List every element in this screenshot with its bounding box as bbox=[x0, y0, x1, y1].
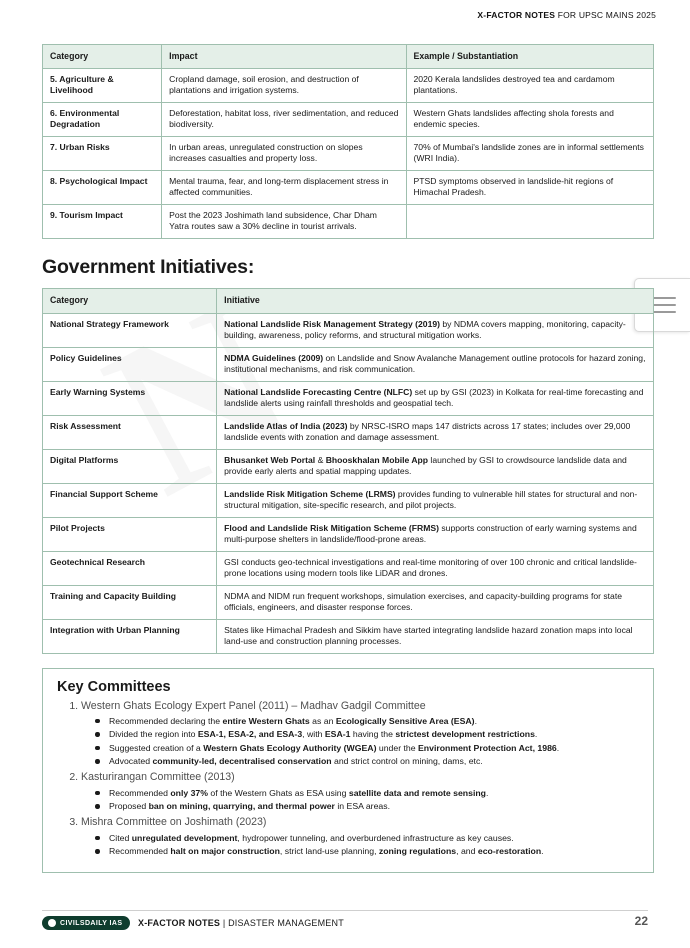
cell-category: 9. Tourism Impact bbox=[43, 205, 162, 239]
impacts-table bbox=[42, 44, 654, 239]
cell-impact: In urban areas, unregulated construction on slopes increases casualties and property loss. bbox=[162, 137, 406, 171]
cell-impact: Post the 2023 Joshimath land subsidence, Char Dham Yatra routes saw a 30% decline in tourist arrivals. bbox=[162, 205, 406, 239]
table-row bbox=[43, 449, 654, 483]
col-example: Example / Substantiation bbox=[406, 45, 653, 69]
footer-title-rest: | DISASTER MANAGEMENT bbox=[222, 918, 344, 928]
cell-initiative: National Landslide Forecasting Centre (NLFC) set up by GSI (2023) in Kolkata for real-time forecasting and landslide alerts using rainfall thresholds and geospatial tech. bbox=[217, 381, 654, 415]
footer-title-bold: X-FACTOR NOTES bbox=[138, 918, 221, 928]
table-row bbox=[43, 551, 654, 585]
committee-points bbox=[81, 715, 641, 768]
list-item: Proposed ban on mining, quarrying, and thermal power in ESA areas. bbox=[95, 800, 641, 812]
cell-category: Financial Support Scheme bbox=[43, 483, 217, 517]
committee-item bbox=[81, 699, 641, 768]
cell-initiative: Landslide Atlas of India (2023) by NRSC-ISRO maps 147 districts across 17 states; includes over 29,000 landslide events with zonation and damage assessment. bbox=[217, 415, 654, 449]
cell-impact: Cropland damage, soil erosion, and destruction of plantations and irrigation systems. bbox=[162, 69, 406, 103]
page-footer bbox=[0, 910, 690, 934]
cell-category: 7. Urban Risks bbox=[43, 137, 162, 171]
committee-item bbox=[81, 815, 641, 857]
brand-logo bbox=[42, 916, 130, 930]
cell-example: PTSD symptoms observed in landslide-hit regions of Himachal Pradesh. bbox=[406, 171, 653, 205]
cell-category: Policy Guidelines bbox=[43, 347, 217, 381]
col-category: Category bbox=[43, 289, 217, 313]
committee-title: 2. Kasturirangan Committee (2013) bbox=[81, 771, 235, 784]
col-initiative: Initiative bbox=[217, 289, 654, 313]
cell-category: National Strategy Framework bbox=[43, 313, 217, 347]
table-row bbox=[43, 415, 654, 449]
cell-example: Western Ghats landslides affecting shola forests and endemic species. bbox=[406, 103, 653, 137]
footer-title bbox=[138, 918, 344, 928]
key-committees-box bbox=[42, 668, 654, 874]
cell-initiative: GSI conducts geo-technical investigations and real-time monitoring of over 100 chronic and critical landslide-prone locations using modern tools like LiDAR and drones. bbox=[217, 551, 654, 585]
cell-initiative: States like Himachal Pradesh and Sikkim have started integrating landslide hazard zonation maps into local land-use and construction planning processes. bbox=[217, 619, 654, 653]
table-row bbox=[43, 517, 654, 551]
table-row bbox=[43, 137, 654, 171]
col-category: Category bbox=[43, 45, 162, 69]
table-row bbox=[43, 171, 654, 205]
table-row bbox=[43, 103, 654, 137]
committee-points bbox=[81, 832, 641, 858]
page-header bbox=[477, 10, 656, 20]
list-item: Divided the region into ESA-1, ESA-2, and ESA-3, with ESA-1 having the strictest development restrictions. bbox=[95, 728, 641, 740]
committee-points bbox=[81, 787, 641, 813]
table-row bbox=[43, 381, 654, 415]
cell-category: 8. Psychological Impact bbox=[43, 171, 162, 205]
table-row bbox=[43, 347, 654, 381]
cell-category: Digital Platforms bbox=[43, 449, 217, 483]
committee-title: 1. Western Ghats Ecology Expert Panel (2011) – Madhav Gadgil Committee bbox=[81, 699, 426, 712]
cell-impact: Deforestation, habitat loss, river sedimentation, and reduced biodiversity. bbox=[162, 103, 406, 137]
document-content bbox=[42, 44, 654, 873]
committee-item bbox=[81, 770, 641, 812]
cell-category: Integration with Urban Planning bbox=[43, 619, 217, 653]
logo-mark-icon bbox=[48, 919, 56, 927]
logo-label: CIVILSDAILY IAS bbox=[60, 919, 123, 927]
col-impact: Impact bbox=[162, 45, 406, 69]
table-row bbox=[43, 585, 654, 619]
header-subtitle: FOR UPSC MAINS 2025 bbox=[557, 10, 656, 20]
table-row bbox=[43, 483, 654, 517]
list-item: Recommended declaring the entire Western Ghats as an Ecologically Sensitive Area (ESA). bbox=[95, 715, 641, 727]
list-item: Suggested creation of a Western Ghats Ecology Authority (WGEA) under the Environment Protection Act, 1986. bbox=[95, 742, 641, 754]
page-title: Government Initiatives: bbox=[42, 256, 255, 279]
cell-initiative: Bhusanket Web Portal & Bhooskhalan Mobile App launched by GSI to crowdsource landslide data and provide early alerts and spatial mapping updates. bbox=[217, 449, 654, 483]
committee-title: 3. Mishra Committee on Joshimath (2023) bbox=[81, 816, 267, 829]
list-item: Recommended halt on major construction, strict land-use planning, zoning regulations, and eco-restoration. bbox=[95, 845, 641, 857]
cell-initiative: Landslide Risk Mitigation Scheme (LRMS) provides funding to vulnerable hill states for structural and non-structural mitigation, site-specific research, and pilot projects. bbox=[217, 483, 654, 517]
cell-initiative: Flood and Landslide Risk Mitigation Scheme (FRMS) supports construction of early warning systems and multi-purpose shelters in landslide/flood-prone areas. bbox=[217, 517, 654, 551]
key-committees-title: Key Committees bbox=[57, 678, 171, 695]
table-row bbox=[43, 69, 654, 103]
list-item: Recommended only 37% of the Western Ghats as ESA using satellite data and remote sensing. bbox=[95, 787, 641, 799]
cell-example: 2020 Kerala landslides destroyed tea and cardamom plantations. bbox=[406, 69, 653, 103]
cell-example bbox=[406, 205, 653, 239]
cell-category: Pilot Projects bbox=[43, 517, 217, 551]
list-item: Cited unregulated development, hydropower tunneling, and overburdened infrastructure as key causes. bbox=[95, 832, 641, 844]
cell-initiative: NDMA Guidelines (2009) on Landslide and Snow Avalanche Management outline protocols for hazard zoning, institutional mechanisms, and risk communication. bbox=[217, 347, 654, 381]
cell-initiative: National Landslide Risk Management Strategy (2019) by NDMA covers mapping, monitoring, capacity-building, awareness, policy reforms, and structural mitigation works. bbox=[217, 313, 654, 347]
cell-category: Training and Capacity Building bbox=[43, 585, 217, 619]
cell-initiative: NDMA and NIDM run frequent workshops, simulation exercises, and capacity-building programs for state officials, engineers, and disaster response forces. bbox=[217, 585, 654, 619]
initiatives-table bbox=[42, 288, 654, 653]
table-row bbox=[43, 205, 654, 239]
header-brand: X-FACTOR NOTES bbox=[477, 10, 556, 20]
page-number: 22 bbox=[634, 914, 648, 928]
table-header-row bbox=[43, 45, 654, 69]
cell-category: Geotechnical Research bbox=[43, 551, 217, 585]
table-row bbox=[43, 313, 654, 347]
cell-category: Risk Assessment bbox=[43, 415, 217, 449]
cell-category: 6. Environmental Degradation bbox=[43, 103, 162, 137]
cell-category: 5. Agriculture & Livelihood bbox=[43, 69, 162, 103]
cell-category: Early Warning Systems bbox=[43, 381, 217, 415]
table-row bbox=[43, 619, 654, 653]
list-item: Advocated community-led, decentralised conservation and strict control on mining, dams, etc. bbox=[95, 755, 641, 767]
footer-divider bbox=[42, 910, 648, 911]
cell-impact: Mental trauma, fear, and long-term displacement stress in affected communities. bbox=[162, 171, 406, 205]
cell-example: 70% of Mumbai's landslide zones are in informal settlements (WRI India). bbox=[406, 137, 653, 171]
table-header-row bbox=[43, 289, 654, 313]
key-committees-list bbox=[55, 699, 641, 858]
